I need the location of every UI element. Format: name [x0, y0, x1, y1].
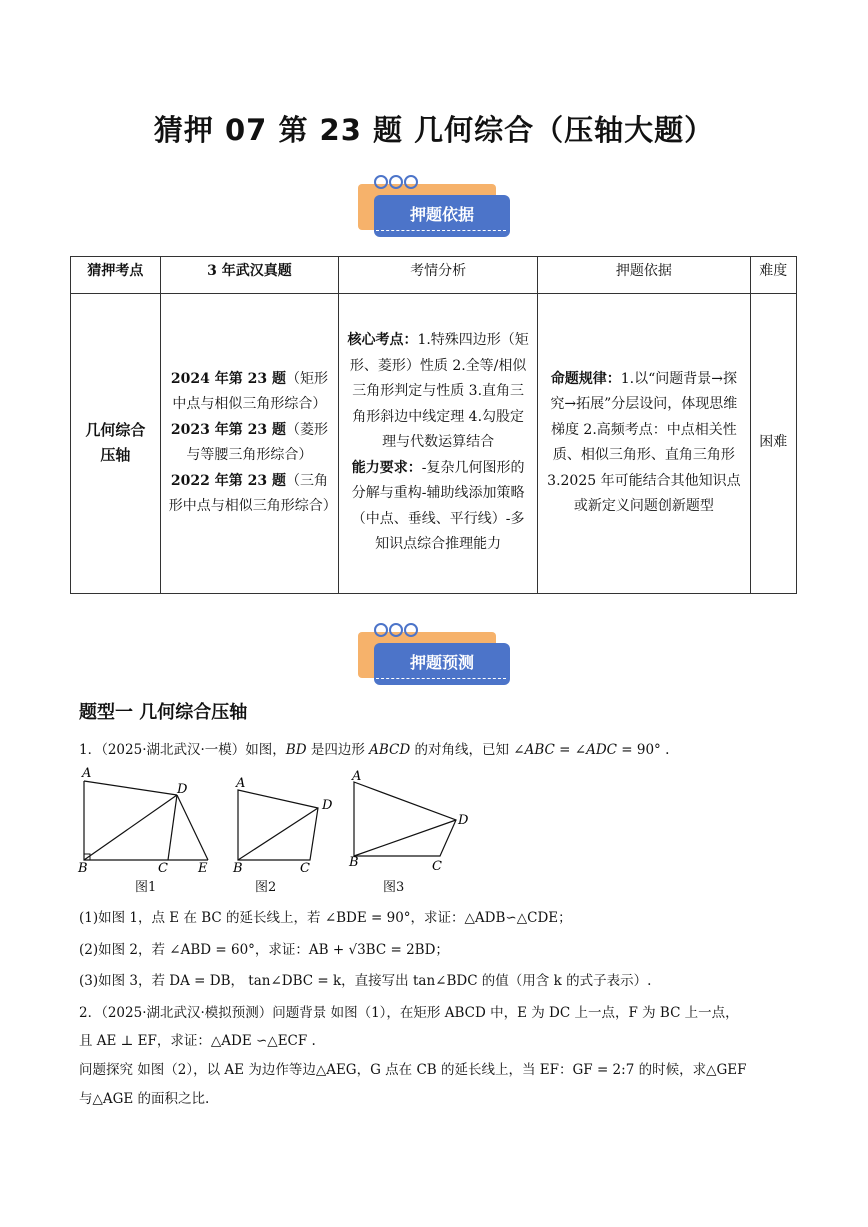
page-title: 猜押 07 第 23 题 几何综合（压轴大题） [153, 113, 715, 147]
section-banner-basis [356, 174, 516, 248]
question-1-part-2: (2)如图 2，若 ∠ABD = 60°，求证：AB + √3BC = 2BD； [79, 942, 449, 958]
question-2-line: 问题探究 如图（2），以 AE 为边作等边△AEG，G 点在 CB 的延长线上，当 EF：GF = 2:7 的时候，求△GEF [79, 1062, 747, 1078]
exam-desc: （矩形中点与相似三角形综合） [172, 370, 328, 412]
exam-year: 2022 年第 23 题 [170, 472, 286, 489]
header-topic: 猜押考点 [71, 257, 161, 294]
table-header-row [71, 257, 797, 294]
q1-text: = ∠ [554, 742, 587, 758]
point-label: A [82, 766, 92, 781]
header-analysis: 考情分析 [339, 257, 538, 294]
prediction-basis-table [70, 256, 797, 594]
figure-label: 图3 [383, 880, 405, 895]
cell-basis [538, 293, 750, 593]
core-text: 1.特殊四边形（矩形、菱形）性质 2.全等/相似三角形判定与性质 3.直角三角形斜边中线定理 4.勾股定理与代数运算结合 [349, 332, 529, 451]
point-label: B [349, 855, 359, 870]
figure-2 [230, 776, 340, 876]
exam-year: 2023 年第 23 题 [170, 421, 286, 438]
point-label: B [233, 861, 243, 876]
section-heading: 题型一 几何综合压轴 [79, 702, 248, 723]
q1-text: 的对角线，已知 ∠ [410, 742, 525, 758]
q1-math: ABC [524, 742, 555, 758]
question-1-part-1: (1)如图 1，点 E 在 BC 的延长线上，若 ∠BDE = 90°，求证：△ADB∽△CDE； [79, 910, 572, 926]
q1-math: ADC [586, 742, 617, 758]
q1-math: BD [285, 742, 307, 758]
question-2-line: 2．（2025·湖北武汉·模拟预测）问题背景 如图（1），在矩形 ABCD 中，E 为 DC 上一点，F 为 BC 上一点， [79, 1005, 739, 1021]
cell-exams [160, 293, 338, 593]
rings-icon [372, 174, 432, 194]
q1-text: = 90° . [616, 742, 670, 758]
q1-text: 1．（2025·湖北武汉·一模）如图， [79, 742, 286, 758]
banner-label: 押题依据 [374, 195, 510, 237]
banner-label: 押题预测 [374, 643, 510, 685]
section-banner-prediction [356, 622, 516, 696]
point-label: B [78, 861, 88, 876]
header-basis: 押题依据 [538, 257, 750, 294]
exam-year: 2024 年第 23 题 [170, 370, 286, 387]
figure-1 [78, 766, 218, 878]
point-label: C [432, 859, 442, 874]
q1-text: 是四边形 [306, 742, 370, 758]
ability-label: 能力要求： [351, 459, 422, 476]
basis-text: 1.以“问题背景→探究→拓展”分层设问，体现思维梯度 2.高频考点：中点相关性质、相似三角形、直角三角形 3.2025 年可能结合其他知识点或新定义问题创新题型 [547, 370, 741, 514]
point-label: E [198, 861, 208, 876]
cell-difficulty: 困难 [750, 293, 796, 593]
question-2-line: 与△AGE 的面积之比. [79, 1091, 210, 1107]
rings-icon [372, 622, 432, 642]
core-label: 核心考点： [347, 332, 418, 349]
figure-label: 图2 [255, 880, 277, 895]
ability-text: -复杂几何图形的分解与重构-辅助线添加策略（中点、垂线、平行线）-多知识点综合推理能力 [351, 459, 525, 553]
cell-analysis [339, 293, 538, 593]
question-1-part-3: (3)如图 3，若 DA = DB， tan∠DBC = k，直接写出 tan∠BDC 的值（用含 k 的式子表示）. [79, 973, 652, 989]
point-label: C [300, 861, 310, 876]
point-label: A [236, 776, 246, 791]
point-label: D [458, 813, 469, 828]
banner-dash-line [376, 678, 506, 679]
cell-topic: 几何综合压轴 [71, 293, 161, 593]
question-2-line: 且 AE ⊥ EF，求证：△ADE ∽△ECF . [79, 1033, 316, 1049]
table-row [71, 293, 797, 593]
point-label: A [352, 769, 362, 784]
exam-desc: （菱形与等腰三角形综合） [186, 421, 328, 463]
basis-label: 命题规律： [550, 370, 621, 387]
figure-label: 图1 [135, 880, 157, 895]
exam-desc: （三角形中点与相似三角形综合） [168, 472, 337, 514]
figure-3 [346, 770, 476, 876]
q1-math: ABCD [369, 742, 411, 758]
point-label: D [177, 782, 188, 797]
header-exams: 3 年武汉真题 [160, 257, 338, 294]
point-label: D [322, 798, 333, 813]
banner-dash-line [376, 230, 506, 231]
header-difficulty: 难度 [750, 257, 796, 294]
question-1-stem [79, 738, 669, 758]
point-label: C [158, 861, 168, 876]
